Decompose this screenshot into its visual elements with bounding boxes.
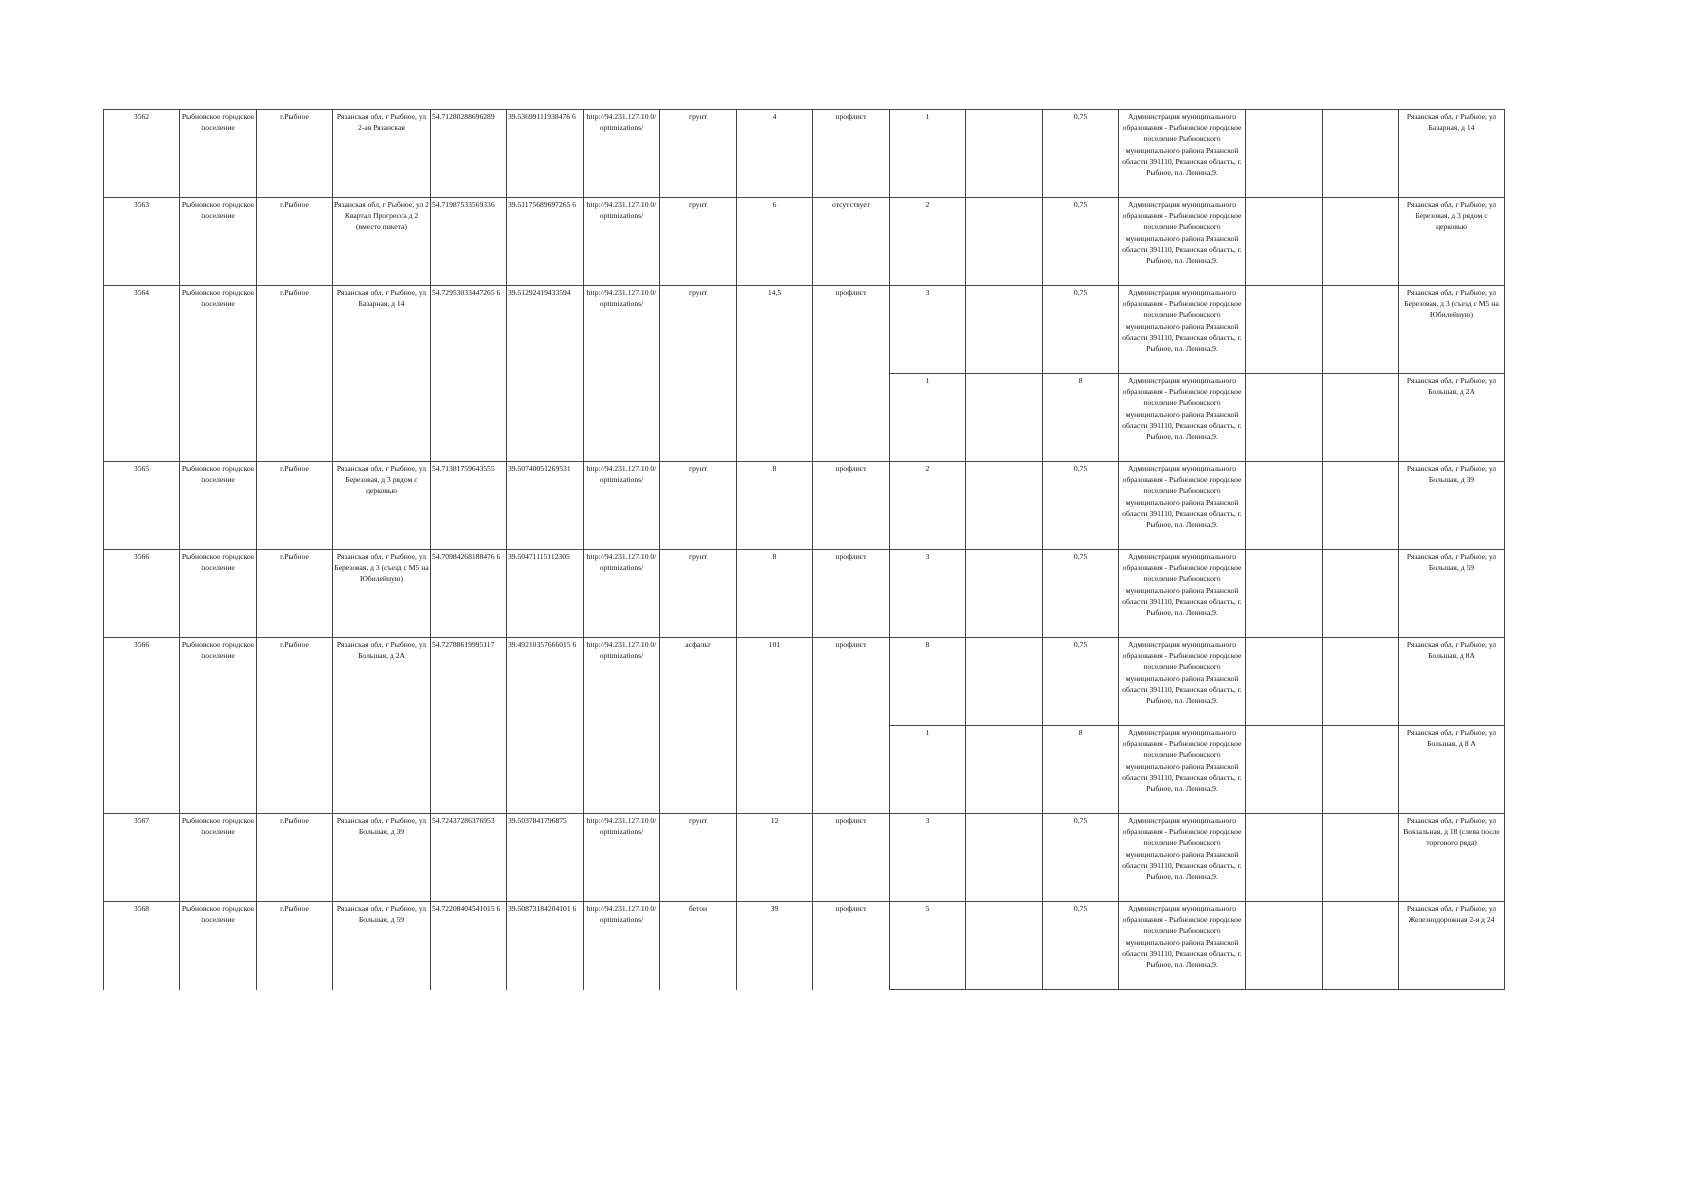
- waste-source-address: Рязанская обл, г Рыбное, ул Большая, д 8А: [1399, 638, 1505, 726]
- container-volume: 0,75: [1043, 902, 1119, 990]
- owner-info: Администрация муниципального образования - Рыбновское городское поселение Рыбновского муниципального района Рязанской области 391110, Рязанская область, г. Рыбное, пл. Ленина,9.: [1119, 638, 1246, 726]
- city-name: г.Рыбное: [257, 198, 333, 286]
- table-row: [104, 902, 1505, 990]
- owner-info: Администрация муниципального образования - Рыбновское городское поселение Рыбновского муниципального района Рязанской области 391110, Рязанская область, г. Рыбное, пл. Ленина,9.: [1119, 462, 1246, 550]
- site-area: 4: [737, 110, 813, 198]
- owner-info: Администрация муниципального образования - Рыбновское городское поселение Рыбновского муниципального района Рязанской области 391110, Рязанская область, г. Рыбное, пл. Ленина,9.: [1119, 550, 1246, 638]
- latitude: 54.71987533569336: [431, 198, 507, 286]
- site-area: 12: [737, 814, 813, 902]
- empty-cell: [1323, 902, 1399, 990]
- empty-cell: [1246, 286, 1323, 374]
- city-name: г.Рыбное: [257, 638, 333, 814]
- container-volume: 8: [1043, 726, 1119, 814]
- site-area: 101: [737, 638, 813, 814]
- fence-type: отсутствует: [813, 198, 890, 286]
- owner-info: Администрация муниципального образования - Рыбновское городское поселение Рыбновского муниципального района Рязанской области 391110, Рязанская область, г. Рыбное, пл. Ленина,9.: [1119, 726, 1246, 814]
- fence-type: профлист: [813, 638, 890, 814]
- site-area: 14,5: [737, 286, 813, 462]
- record-number: 3566: [104, 550, 180, 638]
- registry-table-body: [104, 110, 1505, 990]
- waste-source-address: Рязанская обл, г Рыбное, ул Березовая, д 3 (съезд с М5 на Юбилейную): [1399, 286, 1505, 374]
- empty-cell: [1246, 726, 1323, 814]
- longitude: 39.50873184204101 6: [507, 902, 584, 990]
- latitude: 54.72437286376953: [431, 814, 507, 902]
- table-row: [104, 286, 1505, 374]
- container-volume: 8: [1043, 374, 1119, 462]
- latitude: 54.70984268188476 6: [431, 550, 507, 638]
- owner-info: Администрация муниципального образования - Рыбновское городское поселение Рыбновского муниципального района Рязанской области 391110, Рязанская область, г. Рыбное, пл. Ленина,9.: [1119, 814, 1246, 902]
- empty-cell: [966, 462, 1043, 550]
- surface-type: бетон: [660, 902, 737, 990]
- empty-cell: [966, 814, 1043, 902]
- container-volume: 0,75: [1043, 814, 1119, 902]
- settlement-name: Рыбновское городское поселение: [180, 638, 257, 814]
- empty-cell: [1246, 462, 1323, 550]
- waste-source-address: Рязанская обл, г Рыбное, ул Железнодорожная 2-я д 24: [1399, 902, 1505, 990]
- container-count: 1: [890, 374, 966, 462]
- map-link: http://94.231.127.10 0/optimizations/: [584, 198, 660, 286]
- map-link: http://94.231.127.10 0/optimizations/: [584, 814, 660, 902]
- surface-type: грунт: [660, 550, 737, 638]
- record-number: 3565: [104, 462, 180, 550]
- owner-info: Администрация муниципального образования - Рыбновское городское поселение Рыбновского муниципального района Рязанской области 391110, Рязанская область, г. Рыбное, пл. Ленина,9.: [1119, 110, 1246, 198]
- site-address: Рязанская обл, г Рыбное, ул Базарная, д 14: [333, 286, 431, 462]
- empty-cell: [1246, 374, 1323, 462]
- surface-type: грунт: [660, 286, 737, 462]
- fence-type: профлист: [813, 550, 890, 638]
- empty-cell: [1323, 550, 1399, 638]
- city-name: г.Рыбное: [257, 902, 333, 990]
- city-name: г.Рыбное: [257, 286, 333, 462]
- empty-cell: [966, 902, 1043, 990]
- city-name: г.Рыбное: [257, 110, 333, 198]
- site-address: Рязанская обл, г Рыбное, ул Большая, д 39: [333, 814, 431, 902]
- surface-type: асфальт: [660, 638, 737, 814]
- settlement-name: Рыбновское городское поселение: [180, 198, 257, 286]
- surface-type: грунт: [660, 814, 737, 902]
- container-count: 3: [890, 814, 966, 902]
- empty-cell: [1323, 726, 1399, 814]
- city-name: г.Рыбное: [257, 550, 333, 638]
- fence-type: профлист: [813, 814, 890, 902]
- site-area: 6: [737, 198, 813, 286]
- record-number: 3563: [104, 198, 180, 286]
- latitude: 54.72953033447265 6: [431, 286, 507, 462]
- settlement-name: Рыбновское городское поселение: [180, 110, 257, 198]
- registry-table: [103, 109, 1505, 990]
- empty-cell: [1323, 638, 1399, 726]
- longitude: 39.49210357666015 6: [507, 638, 584, 814]
- site-area: 39: [737, 902, 813, 990]
- container-count: 1: [890, 110, 966, 198]
- settlement-name: Рыбновское городское поселение: [180, 902, 257, 990]
- empty-cell: [1323, 814, 1399, 902]
- empty-cell: [1323, 374, 1399, 462]
- map-link: http://94.231.127.10 0/optimizations/: [584, 110, 660, 198]
- empty-cell: [1323, 198, 1399, 286]
- longitude: 39.50740051269531: [507, 462, 584, 550]
- container-volume: 0,75: [1043, 550, 1119, 638]
- settlement-name: Рыбновское городское поселение: [180, 462, 257, 550]
- map-link: http://94.231.127.10 0/optimizations/: [584, 638, 660, 814]
- longitude: 39.51292419433594: [507, 286, 584, 462]
- table-row: [104, 550, 1505, 638]
- waste-source-address: Рязанская обл, г Рыбное, ул Вокзальная, д 18 (слева после торгового ряда): [1399, 814, 1505, 902]
- empty-cell: [1246, 198, 1323, 286]
- empty-cell: [1323, 462, 1399, 550]
- container-count: 5: [890, 902, 966, 990]
- container-volume: 0,75: [1043, 638, 1119, 726]
- waste-source-address: Рязанская обл, г Рыбное, ул Большая, д 39: [1399, 462, 1505, 550]
- container-count: 2: [890, 198, 966, 286]
- container-count: 1: [890, 726, 966, 814]
- longitude: 39.51175689697265 6: [507, 198, 584, 286]
- container-volume: 0,75: [1043, 462, 1119, 550]
- empty-cell: [1323, 110, 1399, 198]
- empty-cell: [1246, 638, 1323, 726]
- empty-cell: [1246, 550, 1323, 638]
- container-volume: 0,75: [1043, 286, 1119, 374]
- record-number: 3567: [104, 814, 180, 902]
- table-row: [104, 110, 1505, 198]
- map-link: http://94.231.127.10 0/optimizations/: [584, 462, 660, 550]
- empty-cell: [966, 110, 1043, 198]
- container-volume: 0,75: [1043, 198, 1119, 286]
- record-number: 3568: [104, 902, 180, 990]
- container-volume: 0,75: [1043, 110, 1119, 198]
- empty-cell: [1246, 814, 1323, 902]
- site-area: 8: [737, 462, 813, 550]
- owner-info: Администрация муниципального образования - Рыбновское городское поселение Рыбновского муниципального района Рязанской области 391110, Рязанская область, г. Рыбное, пл. Ленина,9.: [1119, 286, 1246, 374]
- container-count: 3: [890, 550, 966, 638]
- container-count: 8: [890, 638, 966, 726]
- empty-cell: [966, 550, 1043, 638]
- map-link: http://94.231.127.10 0/optimizations/: [584, 286, 660, 462]
- surface-type: грунт: [660, 110, 737, 198]
- record-number: 3562: [104, 110, 180, 198]
- site-address: Рязанская обл, г Рыбное, ул 2-ая Рязанская: [333, 110, 431, 198]
- latitude: 54.71280288696289: [431, 110, 507, 198]
- latitude: 54.72788619995117: [431, 638, 507, 814]
- owner-info: Администрация муниципального образования - Рыбновское городское поселение Рыбновского муниципального района Рязанской области 391110, Рязанская область, г. Рыбное, пл. Ленина,9.: [1119, 902, 1246, 990]
- site-area: 8: [737, 550, 813, 638]
- empty-cell: [966, 198, 1043, 286]
- site-address: Рязанская обл, г Рыбное, ул Большая, д 2А: [333, 638, 431, 814]
- surface-type: грунт: [660, 462, 737, 550]
- site-address: Рязанская обл, г Рыбное, ул Березовая, д 3 (съезд с М5 на Юбилейную): [333, 550, 431, 638]
- settlement-name: Рыбновское городское поселение: [180, 550, 257, 638]
- fence-type: профлист: [813, 462, 890, 550]
- waste-source-address: Рязанская обл, г Рыбное, ул Большая, д 2А: [1399, 374, 1505, 462]
- longitude: 39.5037841796875: [507, 814, 584, 902]
- site-address: Рязанская обл, г Рыбное, ул Большая, д 59: [333, 902, 431, 990]
- table-row: [104, 638, 1505, 726]
- waste-source-address: Рязанская обл, г Рыбное, ул Большая, д 59: [1399, 550, 1505, 638]
- settlement-name: Рыбновское городское поселение: [180, 814, 257, 902]
- city-name: г.Рыбное: [257, 462, 333, 550]
- fence-type: профлист: [813, 902, 890, 990]
- surface-type: грунт: [660, 198, 737, 286]
- owner-info: Администрация муниципального образования - Рыбновское городское поселение Рыбновского муниципального района Рязанской области 391110, Рязанская область, г. Рыбное, пл. Ленина,9.: [1119, 198, 1246, 286]
- table-row: [104, 198, 1505, 286]
- fence-type: профлист: [813, 286, 890, 462]
- settlement-name: Рыбновское городское поселение: [180, 286, 257, 462]
- latitude: 54.72208404541015 6: [431, 902, 507, 990]
- record-number: 3566: [104, 638, 180, 814]
- empty-cell: [1246, 110, 1323, 198]
- empty-cell: [966, 374, 1043, 462]
- empty-cell: [966, 726, 1043, 814]
- record-number: 3564: [104, 286, 180, 462]
- empty-cell: [966, 638, 1043, 726]
- waste-source-address: Рязанская обл, г Рыбное, ул Большая, д 8 А: [1399, 726, 1505, 814]
- site-address: Рязанская обл, г Рыбное, ул 2 Квартал Прогресса д 2 (вместо пикета): [333, 198, 431, 286]
- owner-info: Администрация муниципального образования - Рыбновское городское поселение Рыбновского муниципального района Рязанской области 391110, Рязанская область, г. Рыбное, пл. Ленина,9.: [1119, 374, 1246, 462]
- container-count: 2: [890, 462, 966, 550]
- map-link: http://94.231.127.10 0/optimizations/: [584, 550, 660, 638]
- city-name: г.Рыбное: [257, 814, 333, 902]
- waste-source-address: Рязанская обл, г Рыбное, ул Березовая, д 3 рядом с церковью: [1399, 198, 1505, 286]
- empty-cell: [1323, 286, 1399, 374]
- waste-source-address: Рязанская обл, г Рыбное, ул Базарная, д 14: [1399, 110, 1505, 198]
- longitude: 39.50471115112305: [507, 550, 584, 638]
- site-address: Рязанская обл, г Рыбное, ул Березовая, д 3 рядом с церковью: [333, 462, 431, 550]
- table-row: [104, 814, 1505, 902]
- fence-type: профлист: [813, 110, 890, 198]
- map-link: http://94.231.127.10 0/optimizations/: [584, 902, 660, 990]
- container-count: 3: [890, 286, 966, 374]
- latitude: 54.71381759643555: [431, 462, 507, 550]
- empty-cell: [966, 286, 1043, 374]
- longitude: 39.53699111938476 6: [507, 110, 584, 198]
- empty-cell: [1246, 902, 1323, 990]
- table-row: [104, 462, 1505, 550]
